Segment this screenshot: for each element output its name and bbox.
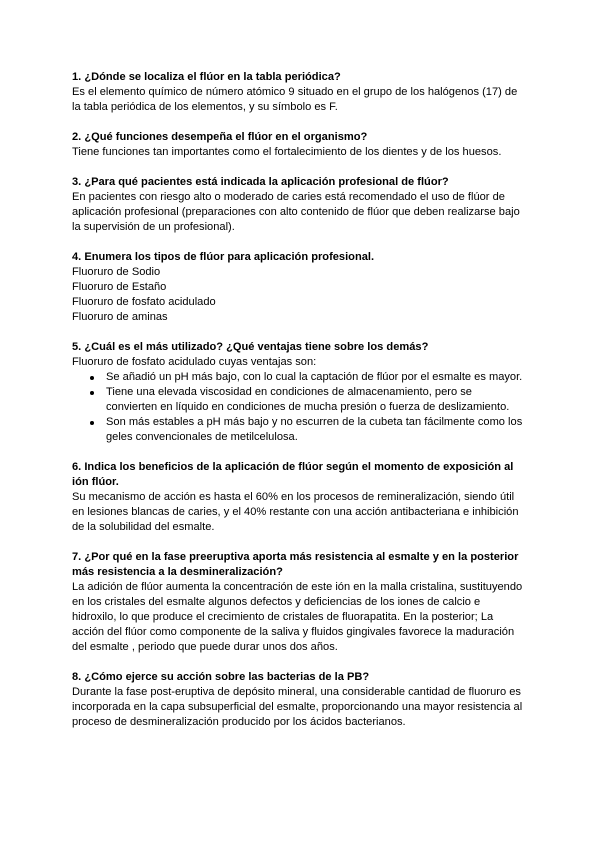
question-heading: 5. ¿Cuál es el más utilizado? ¿Qué ventajas tiene sobre los demás? bbox=[72, 341, 429, 353]
answer-line: aplicación profesional (preparaciones con alto contenido de flúor que deben realizarse bajo bbox=[72, 206, 520, 218]
answer-line: la tabla periódica de los elementos, y su símbolo es F. bbox=[72, 101, 338, 113]
answer-text bbox=[72, 190, 532, 235]
answer-line: en los cristales del esmalte algunos defectos y deficiencias de los iones de calcio e bbox=[72, 596, 481, 608]
bullet-line: geles convencionales de metilcelulosa. bbox=[106, 431, 298, 443]
answer-text bbox=[72, 580, 532, 655]
bullet-item bbox=[88, 385, 532, 415]
question-heading bbox=[72, 550, 532, 580]
bullet-item bbox=[88, 370, 532, 385]
question-section-2 bbox=[72, 130, 532, 160]
question-heading: 4. Enumera los tipos de flúor para aplicación profesional. bbox=[72, 251, 375, 263]
bullet-item bbox=[88, 415, 532, 445]
answer-line: proceso de desmineralización producido por los ácidos bacterianos. bbox=[72, 716, 406, 728]
answer-line: hidroxilo, lo que produce el crecimiento de cristales de fluorapatita. En la posterior; La bbox=[72, 611, 494, 623]
answer-line: acción del flúor como componente de la saliva y fluidos gingivales favorece la maduración bbox=[72, 626, 515, 638]
answer-line: Durante la fase post-eruptiva de depósito mineral, una considerable cantidad de fluoruro es bbox=[72, 686, 521, 698]
list-item: Fluoruro de fosfato acidulado bbox=[72, 296, 216, 308]
question-section-1 bbox=[72, 70, 532, 115]
answer-line: la supervisión de un profesional). bbox=[72, 221, 235, 233]
question-section-6 bbox=[72, 460, 532, 535]
fluoride-type-list bbox=[72, 265, 532, 325]
question-section-3 bbox=[72, 175, 532, 235]
question-line: 6. Indica los beneficios de la aplicación de flúor según el momento de exposición al bbox=[72, 461, 514, 473]
answer-text bbox=[72, 85, 532, 115]
question-section-4 bbox=[72, 250, 532, 325]
advantages-list bbox=[72, 370, 532, 445]
question-section-8 bbox=[72, 670, 532, 730]
answer-line: La adición de flúor aumenta la concentración de este ión en la malla cristalina, sustituyendo bbox=[72, 581, 523, 593]
answer-line: del esmalte , periodo que puede durar unos dos años. bbox=[72, 641, 338, 653]
list-item: Fluoruro de aminas bbox=[72, 311, 168, 323]
answer-line: En pacientes con riesgo alto o moderado de caries está recomendado el uso de flúor de bbox=[72, 191, 505, 203]
question-line: ión flúor. bbox=[72, 476, 119, 488]
answer-text bbox=[72, 490, 532, 535]
answer-line: Tiene funciones tan importantes como el fortalecimiento de los dientes y de los huesos. bbox=[72, 146, 502, 158]
question-heading: 8. ¿Cómo ejerce su acción sobre las bacterias de la PB? bbox=[72, 671, 370, 683]
answer-line: incorporada en la capa subsuperficial del esmalte, proporcionando una mayor resistencia al bbox=[72, 701, 523, 713]
bullet-line: Tiene una elevada viscosidad en condiciones de almacenamiento, pero se bbox=[106, 386, 472, 398]
answer-line: en lesiones blancas de caries, y el 40% restante con una acción antibacteriana e inhibición bbox=[72, 506, 519, 518]
question-line: 7. ¿Por qué en la fase preeruptiva aporta más resistencia al esmalte y en la posterior bbox=[72, 551, 519, 563]
document-page bbox=[72, 70, 532, 745]
answer-text bbox=[72, 145, 532, 160]
answer-text bbox=[72, 685, 532, 730]
answer-line: de la solubilidad del esmalte. bbox=[72, 521, 215, 533]
list-item: Fluoruro de Sodio bbox=[72, 266, 161, 278]
question-section-7 bbox=[72, 550, 532, 655]
answer-intro: Fluoruro de fosfato acidulado cuyas ventajas son: bbox=[72, 356, 317, 368]
bullet-line: convierten en líquido en condiciones de mucha presión o fuerza de deslizamiento. bbox=[106, 401, 510, 413]
answer-line: Su mecanismo de acción es hasta el 60% en los procesos de remineralización, siendo útil bbox=[72, 491, 515, 503]
question-heading bbox=[72, 460, 532, 490]
bullet-line: Son más estables a pH más bajo y no escurren de la cubeta tan fácilmente como los bbox=[106, 416, 523, 428]
answer-line: Es el elemento químico de número atómico 9 situado en el grupo de los halógenos (17) de bbox=[72, 86, 518, 98]
question-heading: 2. ¿Qué funciones desempeña el flúor en el organismo? bbox=[72, 131, 368, 143]
list-item: Fluoruro de Estaño bbox=[72, 281, 167, 293]
bullet-line: Se añadió un pH más bajo, con lo cual la captación de flúor por el esmalte es mayor. bbox=[106, 371, 523, 383]
question-section-5 bbox=[72, 340, 532, 445]
question-line: más resistencia a la desmineralización? bbox=[72, 566, 283, 578]
question-heading: 1. ¿Dónde se localiza el flúor en la tabla periódica? bbox=[72, 71, 341, 83]
question-heading: 3. ¿Para qué pacientes está indicada la aplicación profesional de flúor? bbox=[72, 176, 449, 188]
